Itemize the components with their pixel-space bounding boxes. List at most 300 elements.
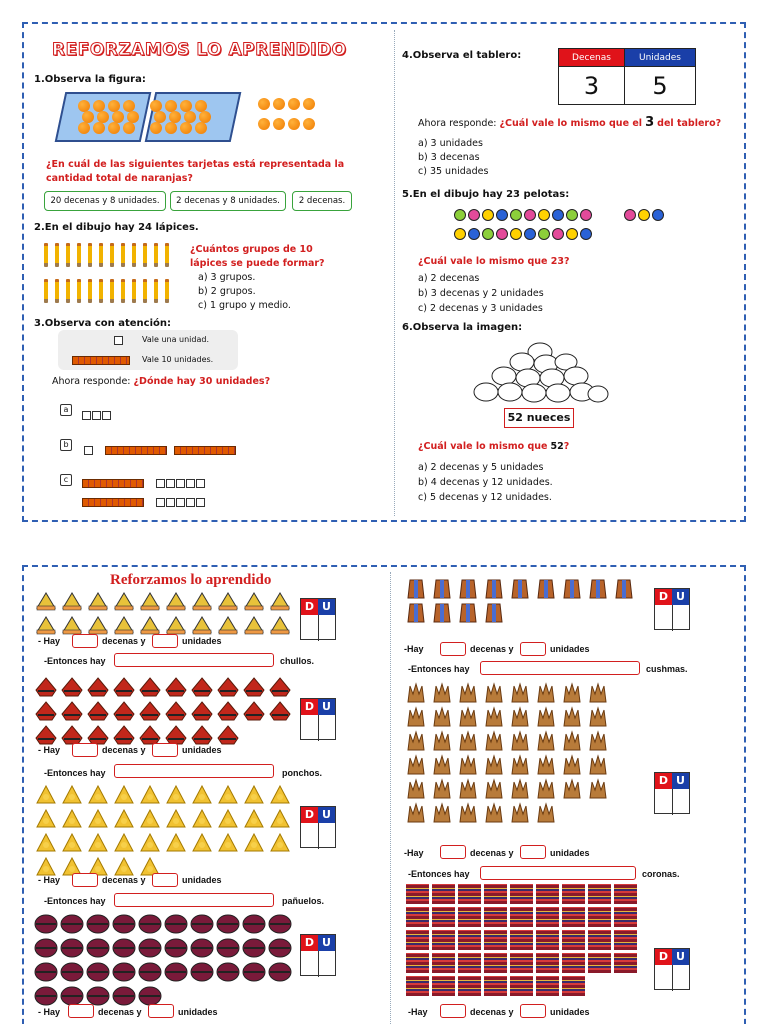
corona-icon xyxy=(560,682,584,704)
poncho-icon xyxy=(190,676,214,698)
chullo-icon xyxy=(34,614,58,636)
panuelo-icon xyxy=(268,808,292,830)
ball-icon xyxy=(482,228,494,240)
orange-icon xyxy=(180,122,192,134)
chullo-icon xyxy=(164,590,188,612)
unidades-input[interactable] xyxy=(152,873,178,887)
cushma-icon xyxy=(612,578,636,600)
panuelo-icon xyxy=(34,784,58,806)
corona-icon xyxy=(586,682,610,704)
pencil-icon xyxy=(165,243,169,267)
corona-icon xyxy=(508,682,532,704)
textile-icon xyxy=(484,976,507,996)
orange-icon xyxy=(303,118,315,130)
cushma-icon xyxy=(242,912,266,934)
unidades-input[interactable] xyxy=(148,1004,174,1018)
du-header-u: U xyxy=(672,589,689,605)
du-header-u: U xyxy=(318,599,335,615)
corona-icon xyxy=(430,706,454,728)
q4-label: 4.Observa el tablero: xyxy=(402,50,522,61)
ball-icon xyxy=(524,209,536,221)
decenas-label: decenas y xyxy=(470,644,514,654)
decenas-label: decenas y xyxy=(98,1007,142,1017)
ball-icon xyxy=(552,209,564,221)
corona-icon xyxy=(404,730,428,752)
du-header-u: U xyxy=(318,935,335,951)
walnut-count-tag: 52 nueces xyxy=(504,408,574,428)
textile-icon xyxy=(432,907,455,927)
corona-icon xyxy=(482,802,506,824)
unidades-label: unidades xyxy=(550,1007,590,1017)
q2-option-b[interactable]: b) 2 grupos. xyxy=(198,286,256,297)
q3-c-cubes xyxy=(156,473,206,511)
textile-icon xyxy=(562,930,585,950)
chullo-icon xyxy=(138,614,162,636)
du-header-u: U xyxy=(318,807,335,823)
ball-icon xyxy=(624,209,636,221)
poncho-icon xyxy=(60,676,84,698)
q3-label: 3.Observa con atención: xyxy=(34,318,172,329)
q3-option-c[interactable]: c xyxy=(60,474,72,486)
ball-icon xyxy=(510,228,522,240)
textile-icon xyxy=(406,907,429,927)
textile-icon xyxy=(458,976,481,996)
chullo-icon xyxy=(190,614,214,636)
panel1-title: REFORZAMOS LO APRENDIDO xyxy=(52,40,347,60)
pencil-icon xyxy=(154,243,158,267)
poncho-icon xyxy=(34,676,58,698)
corona-icon xyxy=(586,730,610,752)
pencil-icon xyxy=(55,279,59,303)
panuelo-icon xyxy=(242,832,266,854)
q1-question: ¿En cuál de las siguientes tarjetas está representada la cantidad total de naranjas? xyxy=(46,159,345,184)
pencil-icon xyxy=(77,279,81,303)
cushma-icon xyxy=(268,912,292,934)
board-value-decenas: 3 xyxy=(559,67,625,105)
cushma-icon xyxy=(404,602,428,624)
q3-option-a[interactable]: a xyxy=(60,404,72,416)
ball-icon xyxy=(468,228,480,240)
q3-b-blocks xyxy=(84,440,236,459)
panuelo-icon xyxy=(242,784,266,806)
textile-icon xyxy=(432,976,455,996)
cushma-icon xyxy=(138,984,162,1006)
cushma-icon xyxy=(190,960,214,982)
textile-icon xyxy=(536,976,559,996)
chullo-icon xyxy=(216,614,240,636)
q6-option-a[interactable]: a) 2 decenas y 5 unidades xyxy=(418,462,544,473)
orange-icon xyxy=(273,118,285,130)
ball-icon xyxy=(510,209,522,221)
corona-icon xyxy=(482,754,506,776)
corona-icon xyxy=(456,754,480,776)
total-input[interactable] xyxy=(480,866,636,880)
entonces-label: -Entonces hay xyxy=(44,768,106,778)
ball-icon xyxy=(496,209,508,221)
poncho-icon xyxy=(216,700,240,722)
panuelo-icon xyxy=(60,832,84,854)
du-header-d: D xyxy=(655,589,672,605)
corona-icon xyxy=(404,802,428,824)
corona-icon xyxy=(482,682,506,704)
panuelo-icon xyxy=(268,832,292,854)
panuelo-icon xyxy=(86,832,110,854)
q5-option-c[interactable]: c) 2 decenas y 3 unidades xyxy=(418,303,543,314)
q4-option-c[interactable]: c) 35 unidades xyxy=(418,166,489,177)
textile-icon xyxy=(432,930,455,950)
poncho-icon xyxy=(216,724,240,746)
textile-icon xyxy=(588,953,611,973)
pencil-icon xyxy=(66,279,70,303)
ten-rod-icon xyxy=(72,356,130,365)
du-board xyxy=(654,948,690,990)
ball-icon xyxy=(454,228,466,240)
pencil-icon xyxy=(121,243,125,267)
poncho-icon xyxy=(34,724,58,746)
poncho-icon xyxy=(216,676,240,698)
du-header-d: D xyxy=(655,949,672,965)
corona-icon xyxy=(482,778,506,800)
item-name-coronas: coronas. xyxy=(642,869,680,879)
du-header-u: U xyxy=(672,949,689,965)
cushma-icon xyxy=(86,936,110,958)
pencil-icon xyxy=(121,279,125,303)
textile-icon xyxy=(536,930,559,950)
q4-option-a[interactable]: a) 3 unidades xyxy=(418,138,483,149)
pencil-icon xyxy=(88,279,92,303)
cushma-icon xyxy=(534,578,558,600)
poncho-icon xyxy=(112,700,136,722)
q6-option-c[interactable]: c) 5 decenas y 12 unidades. xyxy=(418,492,552,503)
corona-icon xyxy=(534,730,558,752)
cushma-icon xyxy=(138,960,162,982)
cushma-icon xyxy=(430,602,454,624)
corona-icon xyxy=(456,706,480,728)
unidades-input[interactable] xyxy=(520,1004,546,1018)
q2-option-c[interactable]: c) 1 grupo y medio. xyxy=(198,300,291,311)
poncho-icon xyxy=(112,676,136,698)
pencil-icon xyxy=(143,243,147,267)
panuelo-icon xyxy=(34,832,58,854)
card-option-2[interactable]: 2 decenas y 8 unidades. xyxy=(170,191,286,211)
cushma-icon xyxy=(34,960,58,982)
textile-icon xyxy=(510,884,533,904)
textile-icon xyxy=(614,884,637,904)
entonces-label: -Entonces hay xyxy=(44,896,106,906)
decenas-input[interactable] xyxy=(440,642,466,656)
total-input[interactable] xyxy=(480,661,640,675)
pencil-icon xyxy=(77,243,81,267)
decenas-label: decenas y xyxy=(470,1007,514,1017)
corona-icon xyxy=(430,754,454,776)
decenas-input[interactable] xyxy=(440,1004,466,1018)
decenas-input[interactable] xyxy=(68,1004,94,1018)
q3-prompt: Ahora responde: ¿Dónde hay 30 unidades? xyxy=(52,376,271,387)
ball-icon xyxy=(454,209,466,221)
textile-icon xyxy=(562,907,585,927)
textile-icon xyxy=(614,953,637,973)
textile-icon xyxy=(510,930,533,950)
item-name-chullos: chullos. xyxy=(280,656,315,666)
corona-icon xyxy=(430,682,454,704)
du-board xyxy=(300,934,336,976)
textile-icon xyxy=(536,953,559,973)
cushma-icon xyxy=(138,936,162,958)
item-name-cushmas: cushmas. xyxy=(646,664,688,674)
unidades-input[interactable] xyxy=(520,642,546,656)
du-board xyxy=(300,698,336,740)
divider-2 xyxy=(390,572,391,1024)
corona-icon xyxy=(456,778,480,800)
cushma-icon xyxy=(138,912,162,934)
corona-icon xyxy=(534,682,558,704)
panuelo-icon xyxy=(190,832,214,854)
chullo-icon xyxy=(268,590,292,612)
total-input[interactable] xyxy=(114,764,274,778)
du-header-d: D xyxy=(301,807,318,823)
decenas-input[interactable] xyxy=(72,873,98,887)
cushma-icon xyxy=(216,936,240,958)
decenas-label: decenas y xyxy=(102,875,146,885)
ball-icon xyxy=(538,228,550,240)
q6-question-num: 52 xyxy=(550,441,564,452)
cushma-icon xyxy=(242,936,266,958)
unidades-label: unidades xyxy=(550,644,590,654)
panuelo-icon xyxy=(34,808,58,830)
cushma-icon xyxy=(86,960,110,982)
corona-icon xyxy=(456,682,480,704)
place-value-board xyxy=(558,48,696,105)
poncho-icon xyxy=(164,676,188,698)
panuelo-icon xyxy=(164,832,188,854)
q2-label: 2.En el dibujo hay 24 lápices. xyxy=(34,222,199,233)
textile-icon xyxy=(432,953,455,973)
walnut-pile xyxy=(470,338,610,404)
board-header-decenas: Decenas xyxy=(559,49,625,67)
du-board xyxy=(654,588,690,630)
panuelo-icon xyxy=(216,808,240,830)
cushma-icon xyxy=(60,960,84,982)
textile-icon xyxy=(406,976,429,996)
poncho-icon xyxy=(242,700,266,722)
panuelo-icon xyxy=(112,832,136,854)
poncho-icon xyxy=(112,724,136,746)
textile-icon xyxy=(510,976,533,996)
textile-icon xyxy=(458,884,481,904)
orange-icon xyxy=(303,98,315,110)
q6-option-b[interactable]: b) 4 decenas y 12 unidades. xyxy=(418,477,553,488)
entonces-label: -Entonces hay xyxy=(408,664,470,674)
corona-icon xyxy=(508,778,532,800)
q3-a-cubes xyxy=(82,405,112,424)
cushma-icon xyxy=(242,960,266,982)
corona-icon xyxy=(482,706,506,728)
cushma-icon xyxy=(430,578,454,600)
cushma-icon xyxy=(216,912,240,934)
q5-option-b[interactable]: b) 3 decenas y 2 unidades xyxy=(418,288,544,299)
pencil-icon xyxy=(66,243,70,267)
q2-question: ¿Cuántos grupos de 10 lápices se puede formar? xyxy=(190,244,325,269)
q2-option-a[interactable]: a) 3 grupos. xyxy=(198,272,256,283)
pencil-icon xyxy=(110,243,114,267)
panuelo-icon xyxy=(216,832,240,854)
chullo-icon xyxy=(112,614,136,636)
unidades-input[interactable] xyxy=(520,845,546,859)
corona-icon xyxy=(430,730,454,752)
corona-icon xyxy=(534,802,558,824)
panuelo-icon xyxy=(138,784,162,806)
panel2-title: Reforzamos lo aprendido xyxy=(110,572,272,588)
poncho-icon xyxy=(242,676,266,698)
hay-label: - Hay xyxy=(38,1007,61,1017)
corona-icon xyxy=(586,706,610,728)
card-option-3[interactable]: 2 decenas. xyxy=(292,191,352,211)
du-header-d: D xyxy=(301,699,318,715)
panuelo-icon xyxy=(60,808,84,830)
orange-icon xyxy=(108,122,120,134)
cushma-icon xyxy=(112,960,136,982)
poncho-icon xyxy=(268,676,292,698)
textile-icon xyxy=(484,930,507,950)
ball-icon xyxy=(538,209,550,221)
du-header-d: D xyxy=(301,935,318,951)
ball-icon xyxy=(566,209,578,221)
hay-label: -Hay xyxy=(404,644,424,654)
board-value-unidades: 5 xyxy=(624,67,695,105)
orange-icon xyxy=(258,98,270,110)
poncho-icon xyxy=(138,676,162,698)
chullo-icon xyxy=(86,614,110,636)
cushma-icon xyxy=(560,578,584,600)
corona-icon xyxy=(456,730,480,752)
q3-c-blocks xyxy=(82,473,144,511)
textile-icon xyxy=(406,930,429,950)
textile-icon xyxy=(484,907,507,927)
q5-question: ¿Cuál vale lo mismo que 23? xyxy=(418,256,570,267)
ball-icon xyxy=(552,228,564,240)
ball-icon xyxy=(580,228,592,240)
textile-icon xyxy=(614,907,637,927)
chullo-icon xyxy=(60,590,84,612)
textile-icon xyxy=(562,953,585,973)
pencil-icon xyxy=(44,279,48,303)
panuelo-icon xyxy=(112,784,136,806)
textile-icon xyxy=(432,884,455,904)
chullo-icon xyxy=(242,614,266,636)
cushma-icon xyxy=(34,912,58,934)
corona-icon xyxy=(404,754,428,776)
ball-icon xyxy=(496,228,508,240)
unidades-label: unidades xyxy=(182,636,222,646)
textile-icon xyxy=(458,930,481,950)
q4-question-num: 3 xyxy=(645,115,655,130)
q3-question: ¿Dónde hay 30 unidades? xyxy=(133,376,271,387)
textile-icon xyxy=(458,953,481,973)
q5-option-a[interactable]: a) 2 decenas xyxy=(418,273,480,284)
panuelo-icon xyxy=(216,784,240,806)
decenas-input[interactable] xyxy=(72,743,98,757)
textile-icon xyxy=(588,907,611,927)
textile-icon xyxy=(588,884,611,904)
poncho-icon xyxy=(190,724,214,746)
decenas-input[interactable] xyxy=(440,845,466,859)
q5-label: 5.En el dibujo hay 23 pelotas: xyxy=(402,189,570,200)
cushma-icon xyxy=(164,912,188,934)
unit-cube-icon xyxy=(114,336,123,345)
panuelo-icon xyxy=(164,784,188,806)
chullo-icon xyxy=(60,614,84,636)
orange-icon xyxy=(288,98,300,110)
q4-option-b[interactable]: b) 3 decenas xyxy=(418,152,480,163)
q4-prompt: Ahora responde: ¿Cuál vale lo mismo que el 3 del tablero? xyxy=(418,115,722,130)
cushma-icon xyxy=(268,936,292,958)
panuelo-icon xyxy=(138,808,162,830)
cushma-icon xyxy=(34,936,58,958)
chullo-icon xyxy=(138,590,162,612)
du-board xyxy=(300,806,336,848)
chullo-icon xyxy=(268,614,292,636)
corona-icon xyxy=(482,730,506,752)
q3-option-b[interactable]: b xyxy=(60,439,72,451)
textile-icon xyxy=(562,884,585,904)
chullo-icon xyxy=(190,590,214,612)
orange-icon xyxy=(78,122,90,134)
corona-icon xyxy=(456,802,480,824)
du-board xyxy=(654,772,690,814)
corona-icon xyxy=(404,778,428,800)
orange-icon xyxy=(165,122,177,134)
total-input[interactable] xyxy=(114,653,274,667)
unidades-label: unidades xyxy=(178,1007,218,1017)
pencil-icon xyxy=(99,243,103,267)
unidades-label: unidades xyxy=(182,875,222,885)
orange-icon xyxy=(123,122,135,134)
chullo-icon xyxy=(216,590,240,612)
cushma-icon xyxy=(268,960,292,982)
unidades-input[interactable] xyxy=(152,634,178,648)
orange-icon xyxy=(288,118,300,130)
corona-icon xyxy=(586,754,610,776)
cushma-icon xyxy=(112,936,136,958)
corona-icon xyxy=(404,706,428,728)
decenas-input[interactable] xyxy=(72,634,98,648)
textile-icon xyxy=(510,907,533,927)
orange-icon xyxy=(195,122,207,134)
ball-icon xyxy=(468,209,480,221)
card-option-1[interactable]: 20 decenas y 8 unidades. xyxy=(44,191,166,211)
hay-label: - Hay xyxy=(38,875,61,885)
cushma-icon xyxy=(60,984,84,1006)
orange-icon xyxy=(150,122,162,134)
cushma-icon xyxy=(190,936,214,958)
board-header-unidades: Unidades xyxy=(624,49,695,67)
ball-icon xyxy=(482,209,494,221)
panuelo-icon xyxy=(190,808,214,830)
total-input[interactable] xyxy=(114,893,274,907)
pencil-icon xyxy=(165,279,169,303)
textile-icon xyxy=(484,953,507,973)
pencil-icon xyxy=(143,279,147,303)
cushma-icon xyxy=(86,912,110,934)
panuelo-icon xyxy=(138,832,162,854)
du-header-d: D xyxy=(655,773,672,789)
corona-icon xyxy=(534,706,558,728)
legend-ten: Vale 10 unidades. xyxy=(142,355,214,364)
unidades-input[interactable] xyxy=(152,743,178,757)
hay-label: -Hay xyxy=(404,848,424,858)
hay-label: - Hay xyxy=(38,745,61,755)
textile-icon xyxy=(458,907,481,927)
